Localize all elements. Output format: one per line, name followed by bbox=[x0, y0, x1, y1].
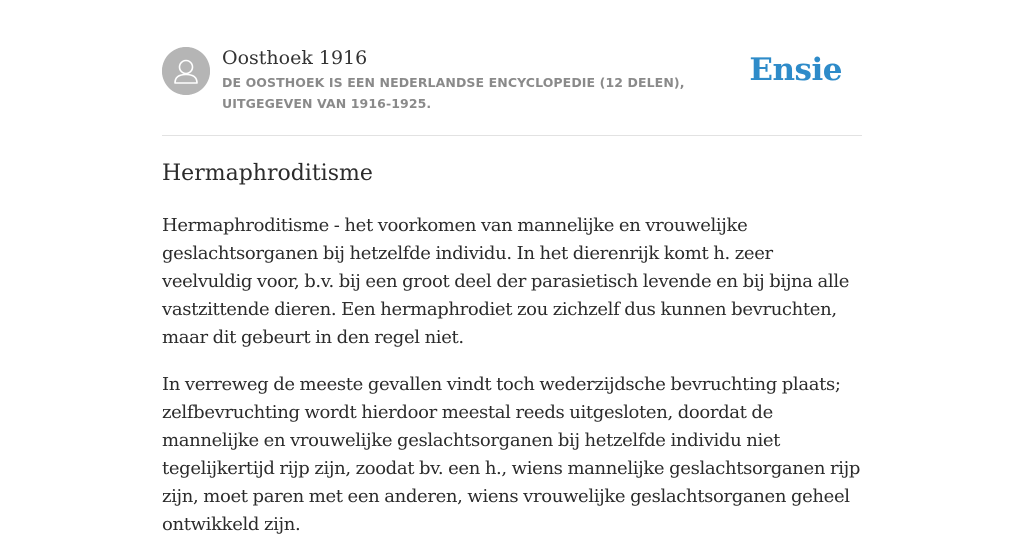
source-title[interactable]: Oosthoek 1916 bbox=[222, 47, 368, 69]
source-description: DE OOSTHOEK IS EEN NEDERLANDSE ENCYCLOPEDIE (12 DELEN), UITGEGEVEN VAN 1916-1925. bbox=[222, 75, 685, 111]
article-title: Hermaphroditisme bbox=[162, 161, 373, 186]
source-header bbox=[162, 0, 862, 136]
brand-logo[interactable]: Ensie bbox=[749, 52, 842, 88]
avatar[interactable] bbox=[162, 47, 210, 95]
article-body bbox=[162, 212, 864, 558]
page-container bbox=[162, 0, 862, 535]
article-paragraph: Hermaphroditisme - het voorkomen van mannelijke en vrouwelijke geslachtsorganen bij hetzelfde individu. In het dierenrijk komt h. zeer veelvuldig voor, b.v. bij een groot deel der parasietisch levende en bij bijna alle vastzittende dieren. Een hermaphrodiet zou zichzelf dus kunnen bevruchten, maar dit gebeurt in den regel niet. bbox=[162, 215, 850, 348]
article-paragraph: In verreweg de meeste gevallen vindt toch wederzijdsche bevruchting plaats; zelfbevruchting wordt hierdoor meestal reeds uitgesloten, doordat de mannelijke en vrouwelijke geslachtsorganen bij hetzelfde individu niet tegelijkertijd rijp zijn, zoodat bv. een h., wiens mannelijke geslachtsorganen rijp zijn, moet paren met een anderen, wiens vrouwelijke geslachtsorganen geheel ontwikkeld zijn. bbox=[162, 374, 861, 535]
user-placeholder-icon bbox=[162, 47, 210, 95]
